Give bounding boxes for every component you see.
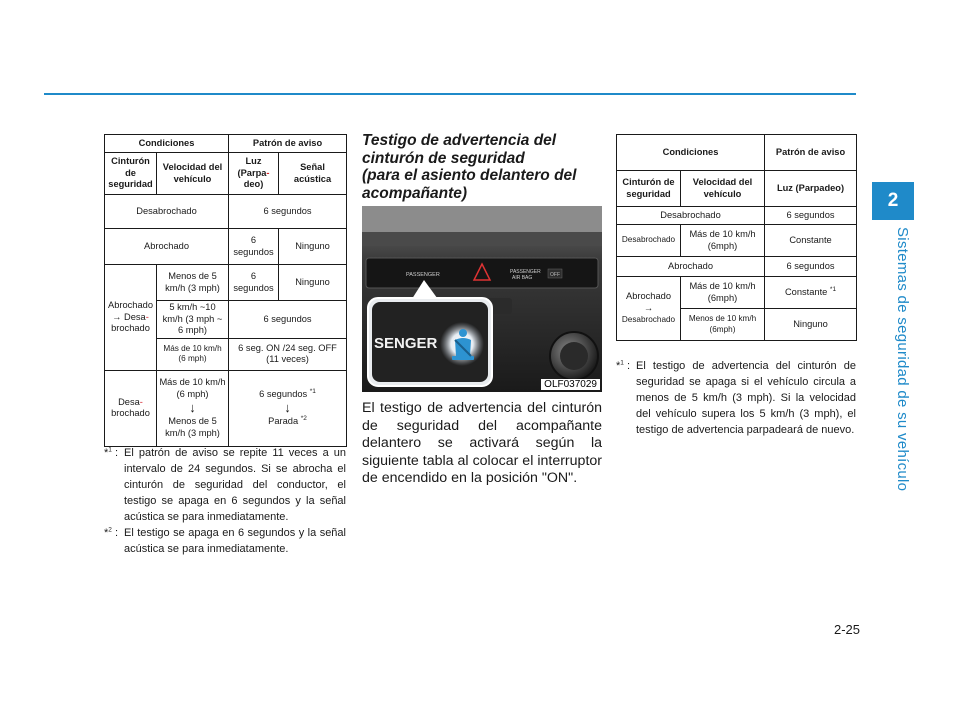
cell-r1-condition: Desabrochado: [105, 195, 229, 229]
cell-r4a-pattern: Constante $^{*1}$: [765, 277, 857, 309]
section-body: El testigo de advertencia del cinturón de seguridad del acompañante delantero se activará según la siguiente tabla al colocar el interruptor de encendido en la posición "ON".: [362, 400, 602, 486]
passenger-belt-indicator-photo: [362, 206, 602, 392]
cell-r2-sound: Ninguno: [279, 229, 347, 265]
chapter-number-tab: 2: [872, 182, 914, 220]
subheader-speed: Velocidad del vehículo: [681, 171, 765, 207]
cell-r1-pattern: 6 segundos: [765, 207, 857, 225]
cell-r4b-speed: Menos de 10 km/h (6mph): [681, 309, 765, 341]
cell-r2-belt: Desabrochado: [617, 225, 681, 257]
footnote-1: *$^1$ : El patrón de aviso se repite 11 veces a un intervalo de 24 segundos. Si se abrocha el cinturón de seguridad del conductor, el testigo se apaga en 6 segundos y la señal acústica se para inmediatamente.: [104, 446, 346, 523]
subheader-belt: Cinturón de seguridad: [617, 171, 681, 207]
cell-r1-condition: Desabrochado: [617, 207, 765, 225]
header-pattern: Patrón de aviso: [229, 135, 347, 153]
driver-belt-warning-table: [104, 134, 347, 447]
airbag-label-1: PASSENGER: [510, 269, 541, 275]
header-conditions: Condiciones: [617, 135, 765, 171]
cell-r4-belt: Desa- brochado: [105, 370, 157, 446]
cell-r3c-pattern: 6 seg. ON /24 seg. OFF (11 veces): [229, 338, 347, 370]
cell-r4-pattern: 6 segundos $^{*1}$ ↓ Parada $^{*2}$: [229, 370, 347, 446]
section-title: Testigo de advertencia del cinturón de seguridad (para el asiento delantero del acompañante): [362, 132, 577, 202]
cell-r4-belt: Abrochado → Desabrochado: [617, 277, 681, 341]
figure-code: OLF037029: [541, 379, 600, 390]
subheader-light: Luz (Parpadeo): [765, 171, 857, 207]
subheader-light: Luz (Parpa- deo): [229, 153, 279, 195]
passenger-belt-warning-table: [616, 134, 857, 341]
cell-r2-pattern: Constante: [765, 225, 857, 257]
subheader-speed: Velocidad del vehículo: [157, 153, 229, 195]
subheader-sound: Señal acústica: [279, 153, 347, 195]
cell-r3-condition: Abrochado: [617, 257, 765, 277]
cell-r3a-sound: Ninguno: [279, 265, 347, 301]
cell-r3-belt: Abrochado → Desa- brochado: [105, 265, 157, 371]
right-footnotes: [616, 358, 856, 438]
left-footnotes: [104, 445, 346, 557]
off-label: OFF: [550, 272, 560, 278]
cell-r3a-light: 6 segundos: [229, 265, 279, 301]
cell-r3b-speed: 5 km/h ~10 km/h (3 mph ~ 6 mph): [157, 301, 229, 339]
page-number: 2-25: [833, 622, 860, 637]
cell-r3a-speed: Menos de 5 km/h (3 mph): [157, 265, 229, 301]
cell-r4-speed: Más de 10 km/h (6 mph) ↓ Menos de 5 km/h (3 mph): [157, 370, 229, 446]
cell-r1-pattern: 6 segundos: [229, 195, 347, 229]
cell-r3b-pattern: 6 segundos: [229, 301, 347, 339]
footnote-2: *$^2$ : El testigo se apaga en 6 segundos y la señal acústica se para inmediatamente.: [104, 526, 346, 555]
header-pattern: Patrón de aviso: [765, 135, 857, 171]
header-conditions: Condiciones: [105, 135, 229, 153]
cell-r3-pattern: 6 segundos: [765, 257, 857, 277]
cell-r3c-speed: Más de 10 km/h (6 mph): [157, 338, 229, 370]
cell-r2-speed: Más de 10 km/h (6mph): [681, 225, 765, 257]
subheader-belt: Cinturón de seguridad: [105, 153, 157, 195]
footnote-1: *$^1$ : El testigo de advertencia del cinturón de seguridad se apaga si el vehículo circula a menos de 5 km/h (3 mph). Si la velocidad del vehículo supera los 5 km/h (3 mph), el testigo de advertencia parpadeará de nuevo.: [616, 359, 856, 436]
zoom-label: SENGER: [374, 335, 438, 352]
chapter-title: Sistemas de seguridad de su vehículo: [894, 227, 911, 492]
passenger-label: PASSENGER: [406, 272, 440, 278]
cell-r4b-pattern: Ninguno: [765, 309, 857, 341]
cell-r2-light: 6 segundos: [229, 229, 279, 265]
airbag-label-2: AIR BAG: [512, 275, 533, 281]
cell-r4a-speed: Más de 10 km/h (6mph): [681, 277, 765, 309]
top-rule: [44, 93, 856, 95]
cell-r2-condition: Abrochado: [105, 229, 229, 265]
dashboard-illustration: [362, 206, 602, 392]
